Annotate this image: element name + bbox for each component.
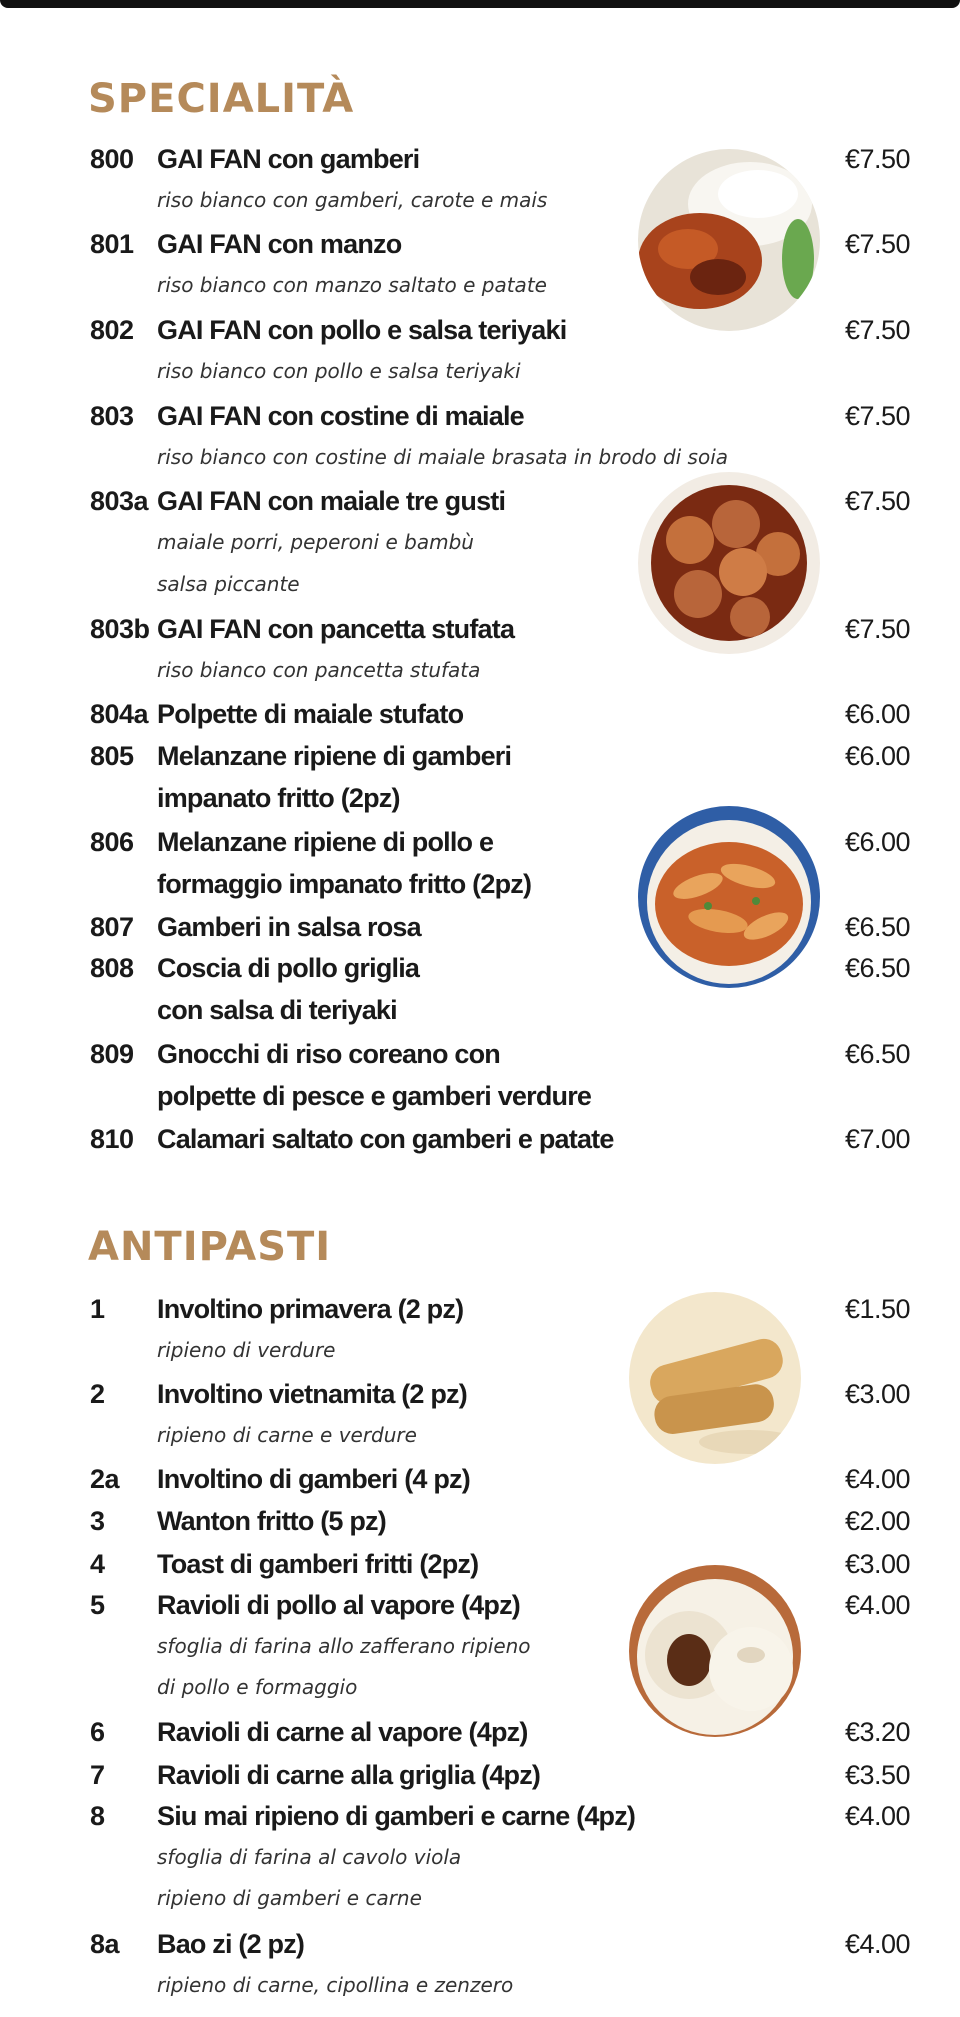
item-description: ripieno di verdure: [157, 1338, 336, 1362]
item-name: Involtino di gamberi (4 pz): [157, 1464, 470, 1494]
item-price: €4.00: [845, 1464, 911, 1494]
item-description: sfoglia di farina al cavolo viola: [157, 1845, 462, 1869]
item-price: €6.50: [845, 953, 911, 983]
item-number: 1: [90, 1294, 105, 1324]
item-number: 809: [90, 1039, 134, 1069]
item-name: Involtino vietnamita (2 pz): [157, 1379, 467, 1409]
item-number: 804a: [90, 699, 149, 729]
item-description: ripieno di carne e verdure: [157, 1423, 417, 1447]
item-description: ripieno di carne, cipollina e zenzero: [157, 1973, 514, 1997]
item-name: Siu mai ripieno di gamberi e carne (4pz): [157, 1801, 636, 1831]
section-title-antipasti: ANTIPASTI: [88, 1224, 332, 1270]
meatballs-photo: [638, 472, 820, 654]
item-number: 800: [90, 144, 134, 174]
item-name: Ravioli di pollo al vapore (4pz): [157, 1590, 520, 1620]
item-name: GAI FAN con gamberi: [157, 144, 420, 174]
item-name-line-2: formaggio impanato fritto (2pz): [157, 869, 532, 899]
item-number: 806: [90, 827, 134, 857]
top-edge-bar: [0, 0, 960, 8]
item-price: €7.50: [845, 144, 911, 174]
item-name-line-2: con salsa di teriyaki: [157, 995, 397, 1025]
rice-dish-photo: [638, 149, 820, 331]
item-name: Ravioli di carne alla griglia (4pz): [157, 1760, 541, 1790]
item-price: €7.50: [845, 315, 911, 345]
item-name: Calamari saltato con gamberi e patate: [157, 1124, 614, 1154]
item-description: sfoglia di farina allo zafferano ripieno: [157, 1634, 531, 1658]
spring-rolls-photo: [629, 1292, 801, 1464]
item-name: Coscia di pollo griglia: [157, 953, 420, 983]
item-number: 6: [90, 1717, 105, 1747]
shrimp-dish-photo: [638, 806, 820, 988]
item-price: €2.00: [845, 1506, 911, 1536]
item-number: 807: [90, 912, 134, 942]
item-price: €3.50: [845, 1760, 911, 1790]
item-price: €6.00: [845, 827, 911, 857]
item-price: €3.20: [845, 1717, 911, 1747]
item-number: 802: [90, 315, 134, 345]
item-description: salsa piccante: [157, 572, 300, 596]
section-title-specialita: SPECIALITÀ: [88, 76, 355, 122]
item-name: GAI FAN con pancetta stufata: [157, 614, 515, 644]
item-price: €6.00: [845, 741, 911, 771]
item-price: €6.00: [845, 699, 911, 729]
item-description: riso bianco con pancetta stufata: [157, 658, 481, 682]
item-number: 803: [90, 401, 134, 431]
item-name: Melanzane ripiene di gamberi: [157, 741, 512, 771]
item-price: €4.00: [845, 1929, 911, 1959]
item-number: 810: [90, 1124, 134, 1154]
item-number: 801: [90, 229, 134, 259]
item-description: riso bianco con pollo e salsa teriyaki: [157, 359, 521, 383]
item-name: Gamberi in salsa rosa: [157, 912, 421, 942]
item-price: €1.50: [845, 1294, 911, 1324]
item-price: €3.00: [845, 1379, 911, 1409]
item-name: GAI FAN con manzo: [157, 229, 402, 259]
item-price: €4.00: [845, 1801, 911, 1831]
item-name: Ravioli di carne al vapore (4pz): [157, 1717, 528, 1747]
item-number: 803b: [90, 614, 150, 644]
item-price: €3.00: [845, 1549, 911, 1579]
item-name-line-2: impanato fritto (2pz): [157, 783, 400, 813]
item-description: riso bianco con costine di maiale brasata in brodo di soia: [157, 445, 729, 469]
item-description: riso bianco con manzo saltato e patate: [157, 273, 547, 297]
item-number: 7: [90, 1760, 105, 1790]
item-number: 8a: [90, 1929, 120, 1959]
item-name-line-2: polpette di pesce e gamberi verdure: [157, 1081, 592, 1111]
item-name: Bao zi (2 pz): [157, 1929, 305, 1959]
item-name: Toast di gamberi fritti (2pz): [157, 1549, 479, 1579]
item-price: €7.00: [845, 1124, 911, 1154]
item-name: GAI FAN con pollo e salsa teriyaki: [157, 315, 567, 345]
item-description: riso bianco con gamberi, carote e mais: [157, 188, 548, 212]
item-number: 5: [90, 1590, 105, 1620]
item-number: 8: [90, 1801, 105, 1831]
item-number: 808: [90, 953, 134, 983]
item-name: Melanzane ripiene di pollo e: [157, 827, 494, 857]
item-name: GAI FAN con maiale tre gusti: [157, 486, 506, 516]
item-name: Gnocchi di riso coreano con: [157, 1039, 500, 1069]
item-price: €7.50: [845, 229, 911, 259]
item-price: €7.50: [845, 614, 911, 644]
item-number: 803a: [90, 486, 149, 516]
item-price: €7.50: [845, 486, 911, 516]
item-description: di pollo e formaggio: [157, 1675, 358, 1699]
item-number: 805: [90, 741, 134, 771]
item-name: GAI FAN con costine di maiale: [157, 401, 524, 431]
item-price: €7.50: [845, 401, 911, 431]
item-description: maiale porri, peperoni e bambù: [157, 530, 474, 554]
item-name: Wanton fritto (5 pz): [157, 1506, 386, 1536]
item-number: 2a: [90, 1464, 120, 1494]
item-price: €6.50: [845, 1039, 911, 1069]
item-price: €4.00: [845, 1590, 911, 1620]
item-name: Involtino primavera (2 pz): [157, 1294, 464, 1324]
steamed-buns-photo: [629, 1565, 801, 1737]
item-number: 3: [90, 1506, 105, 1536]
item-price: €6.50: [845, 912, 911, 942]
item-name: Polpette di maiale stufato: [157, 699, 464, 729]
item-number: 4: [90, 1549, 105, 1579]
item-number: 2: [90, 1379, 105, 1409]
item-description: ripieno di gamberi e carne: [157, 1886, 422, 1910]
